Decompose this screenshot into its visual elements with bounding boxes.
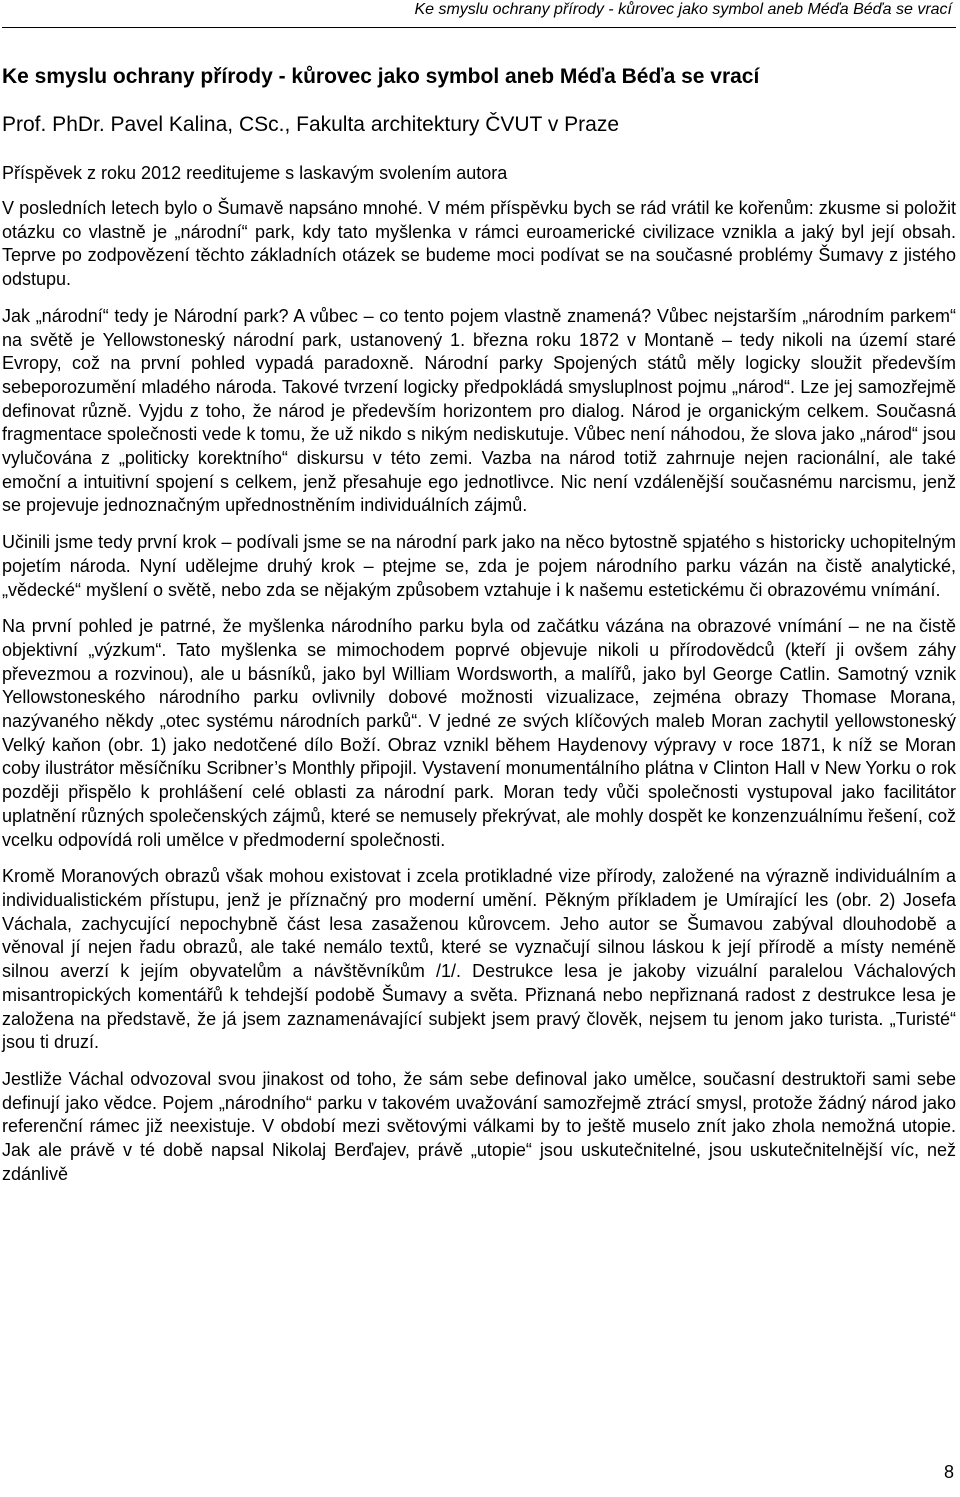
paragraph-4: Na první pohled je patrné, že myšlenka národního parku byla od začátku vázána na obrazové vnímání – ne na čistě objektivní „výzkum“. Tato myšlenka se mimochodem poprvé objevuje nikoli u přírodovědců (kteří ji ovšem záhy převezmou a rozvinou), ale u básníků, jako byl William Wordsworth, a malířů, jako byl George Catlin. Samotný vznik Yellowstoneského národního parku ovlivnily dobové možnosti vizualizace, zejména obrazy Thomase Morana, nazývaného někdy „otec systému národních parků“. V jedné ze svých klíčových maleb Moran zachytil yellowstoneský Velký kaňon (obr. 1) jako nedotčené dílo Boží. Obraz vznikl během Haydenovy výpravy v roce 1871, k níž se Moran coby ilustrátor měsíčníku Scribner’s Monthly připojil. Vystavení monumentálního plátna v Clinton Hall v New Yorku o rok později přispělo k prohlášení celé oblasti za národní park. Moran tedy vůči společnosti vystupoval jako facilitátor uplatnění různých společenských zájmů, které se nemusely překrývat, ale mohly dospět ke konzenzuálnímu řešení, což vcelku odpovídá roli umělce v předmoderní společnosti. — [2, 616, 956, 850]
header-divider — [2, 27, 956, 28]
paragraph-3: Učinili jsme tedy první krok – podívali jsme se na národní park jako na něco bytostně spjatého s historicky uchopitelným pojetím národa. Nyní udělejme druhý krok – ptejme se, zda je pojem národního parku vázán na čistě analytické, „vědecké“ myšlení o světě, nebo zda se nějakým způsobem vztahuje i k našemu estetickému či obrazovému vnímání. — [2, 532, 956, 600]
article-author: Prof. PhDr. Pavel Kalina, CSc., Fakulta architektury ČVUT v Praze — [2, 113, 620, 136]
article-intro: Příspěvek z roku 2012 reeditujeme s laskavým svolením autora — [2, 163, 508, 183]
paragraph-2: Jak „národní“ tedy je Národní park? A vůbec – co tento pojem vlastně znamená? Vůbec nejstarším „národním parkem“ na světě je Yellowstoneský národní park, ustanovený 1. března roku 1872 v Montaně – tedy nikoli na území staré Evropy, což na první pohled vypadá paradoxně. Národní parky Spojených států měly logicky sloužit především sebeporozumění mladého národa. Takové tvrzení logicky předpokládá smysluplnost pojmu „národ“. Lze jej samozřejmě definovat různě. Vyjdu z toho, že národ je především horizontem pro dialog. Národ je organickým celkem. Současná fragmentace společnosti vede k tomu, že už nikdo s nikým nediskutuje. Vůbec není náhodou, že slova jako „národ“ jsou vylučována z „politicky korektního“ diskursu v této zemi. Vazba na národ totiž zahrnuje nejen racionální, ale také emoční a intuitivní spojení s celkem, jenž přesahuje ego jednotlivce. Nic není vzdálenější současnému narcismu, jenž se projevuje jednoznačným upřednostněním individuálních zájmů. — [2, 305, 956, 516]
article-body — [2, 64, 956, 1199]
page-number: 8 — [943, 1462, 954, 1482]
running-header: Ke smyslu ochrany přírody - kůrovec jako symbol aneb Méďa Béďa se vrací — [414, 1, 952, 18]
paragraph-5: Kromě Moranových obrazů však mohou existovat i zcela protikladné vize přírody, založené na výrazně individuálním a individualistickém přístupu, jenž je příznačný pro moderní umění. Pěkným příkladem je Umírající les (obr. 2) Josefa Váchala, zachycující nepochybně část lesa zasaženou kůrovcem. Jeho autor se Šumavou zabýval dlouhodobě a věnoval jí nejen řadu obrazů, ale také nemálo textů, které se vyznačují silnou láskou k její přírodě a místy neméně silnou averzí k jejím obyvatelům a návštěvníkům /1/. Destrukce lesa je jakoby vizuální paralelou Váchalových misantropických komentářů k tehdejší podobě Šumavy a světa. Přiznaná nebo nepřiznaná radost z destrukce lesa je založena na představě, že já jsem zaznamenávající subjekt jsem pravý člověk, nejsem tu jenom jako turista. „Turisté“ jsou ti druzí. — [2, 866, 956, 1053]
paragraph-6: Jestliže Váchal odvozoval svou jinakost od toho, že sám sebe definoval jako umělce, současní destruktoři sami sebe definují jako vědce. Pojem „národního“ parku v takovém uvažování samozřejmě ztrácí smysl, protože žádný národ jako referenční rámec již neexistuje. V období mezi světovými válkami by to ještě muselo znít jako zhola nemožná utopie. Jak ale právě v té době napsal Nikolaj Berďajev, právě „utopie“ jsou uskutečnitelné, jsou uskutečnitelnější víc, než zdánlivě — [2, 1068, 956, 1184]
article-title: Ke smyslu ochrany přírody - kůrovec jako symbol aneb Méďa Béďa se vrací — [2, 65, 760, 88]
paragraph-1: V posledních letech bylo o Šumavě napsáno mnohé. V mém příspěvku bych se rád vrátil ke kořenům: zkusme si položit otázku co vlastně je „národní“ park, kdy tato myšlenka v rámci euroamerické civilizace vznikla a jaký byl její obsah. Teprve po zodpovězení těchto základních otázek se budeme moci podívat se na současné problémy Šumavy z jistého odstupu. — [2, 198, 956, 290]
